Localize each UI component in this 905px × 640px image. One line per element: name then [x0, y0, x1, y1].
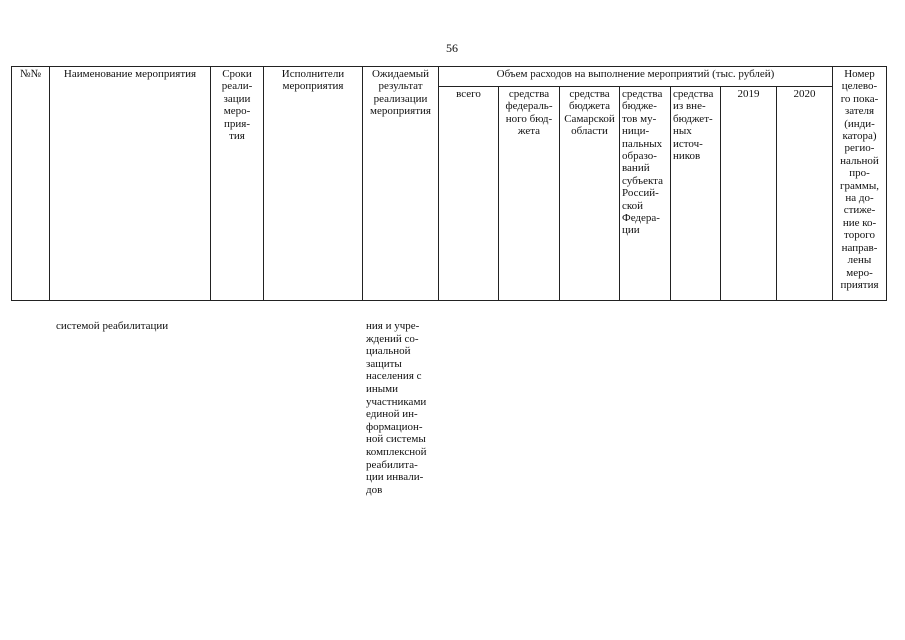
- continuation-result: ния и учре- ждений со- циальной защиты населения с иными участниками единой ин- формацион- ной системы комплексной реабилита- ции инвали- дов: [366, 320, 427, 496]
- header-num: №№: [12, 67, 50, 301]
- header-year-2019: 2019: [721, 87, 777, 301]
- header-extrabudget: средства из вне- бюджет- ных источ- ников: [671, 87, 721, 301]
- header-expenses-group: Объем расходов на выполнение мероприятий (тыс. рублей): [439, 67, 833, 87]
- header-indicator: Номер целево- го пока- зателя (инди- катора) регио- нальной про- граммы, на до- стиже- ние ко- торого направ- лены меро- приятия: [833, 67, 887, 301]
- header-executors: Исполнители мероприятия: [264, 67, 363, 301]
- header-federal: средства федераль- ного бюд- жета: [499, 87, 560, 301]
- header-result: Ожидаемый результат реализации мероприятия: [363, 67, 439, 301]
- header-regional: средства бюджета Самарской области: [560, 87, 620, 301]
- header-name: Наименование мероприятия: [50, 67, 211, 301]
- header-terms: Сроки реали- зации меро- прия- тия: [211, 67, 264, 301]
- expenses-table-header: [11, 66, 887, 301]
- page-number: 56: [446, 41, 458, 55]
- continuation-name: системой реабилитации: [56, 320, 169, 332]
- header-municipal: средства бюдже- тов му- ници- пальных образо- ваний субъекта Россий- ской Федера- ции: [620, 87, 671, 301]
- header-year-2020: 2020: [777, 87, 833, 301]
- header-total: всего: [439, 87, 499, 301]
